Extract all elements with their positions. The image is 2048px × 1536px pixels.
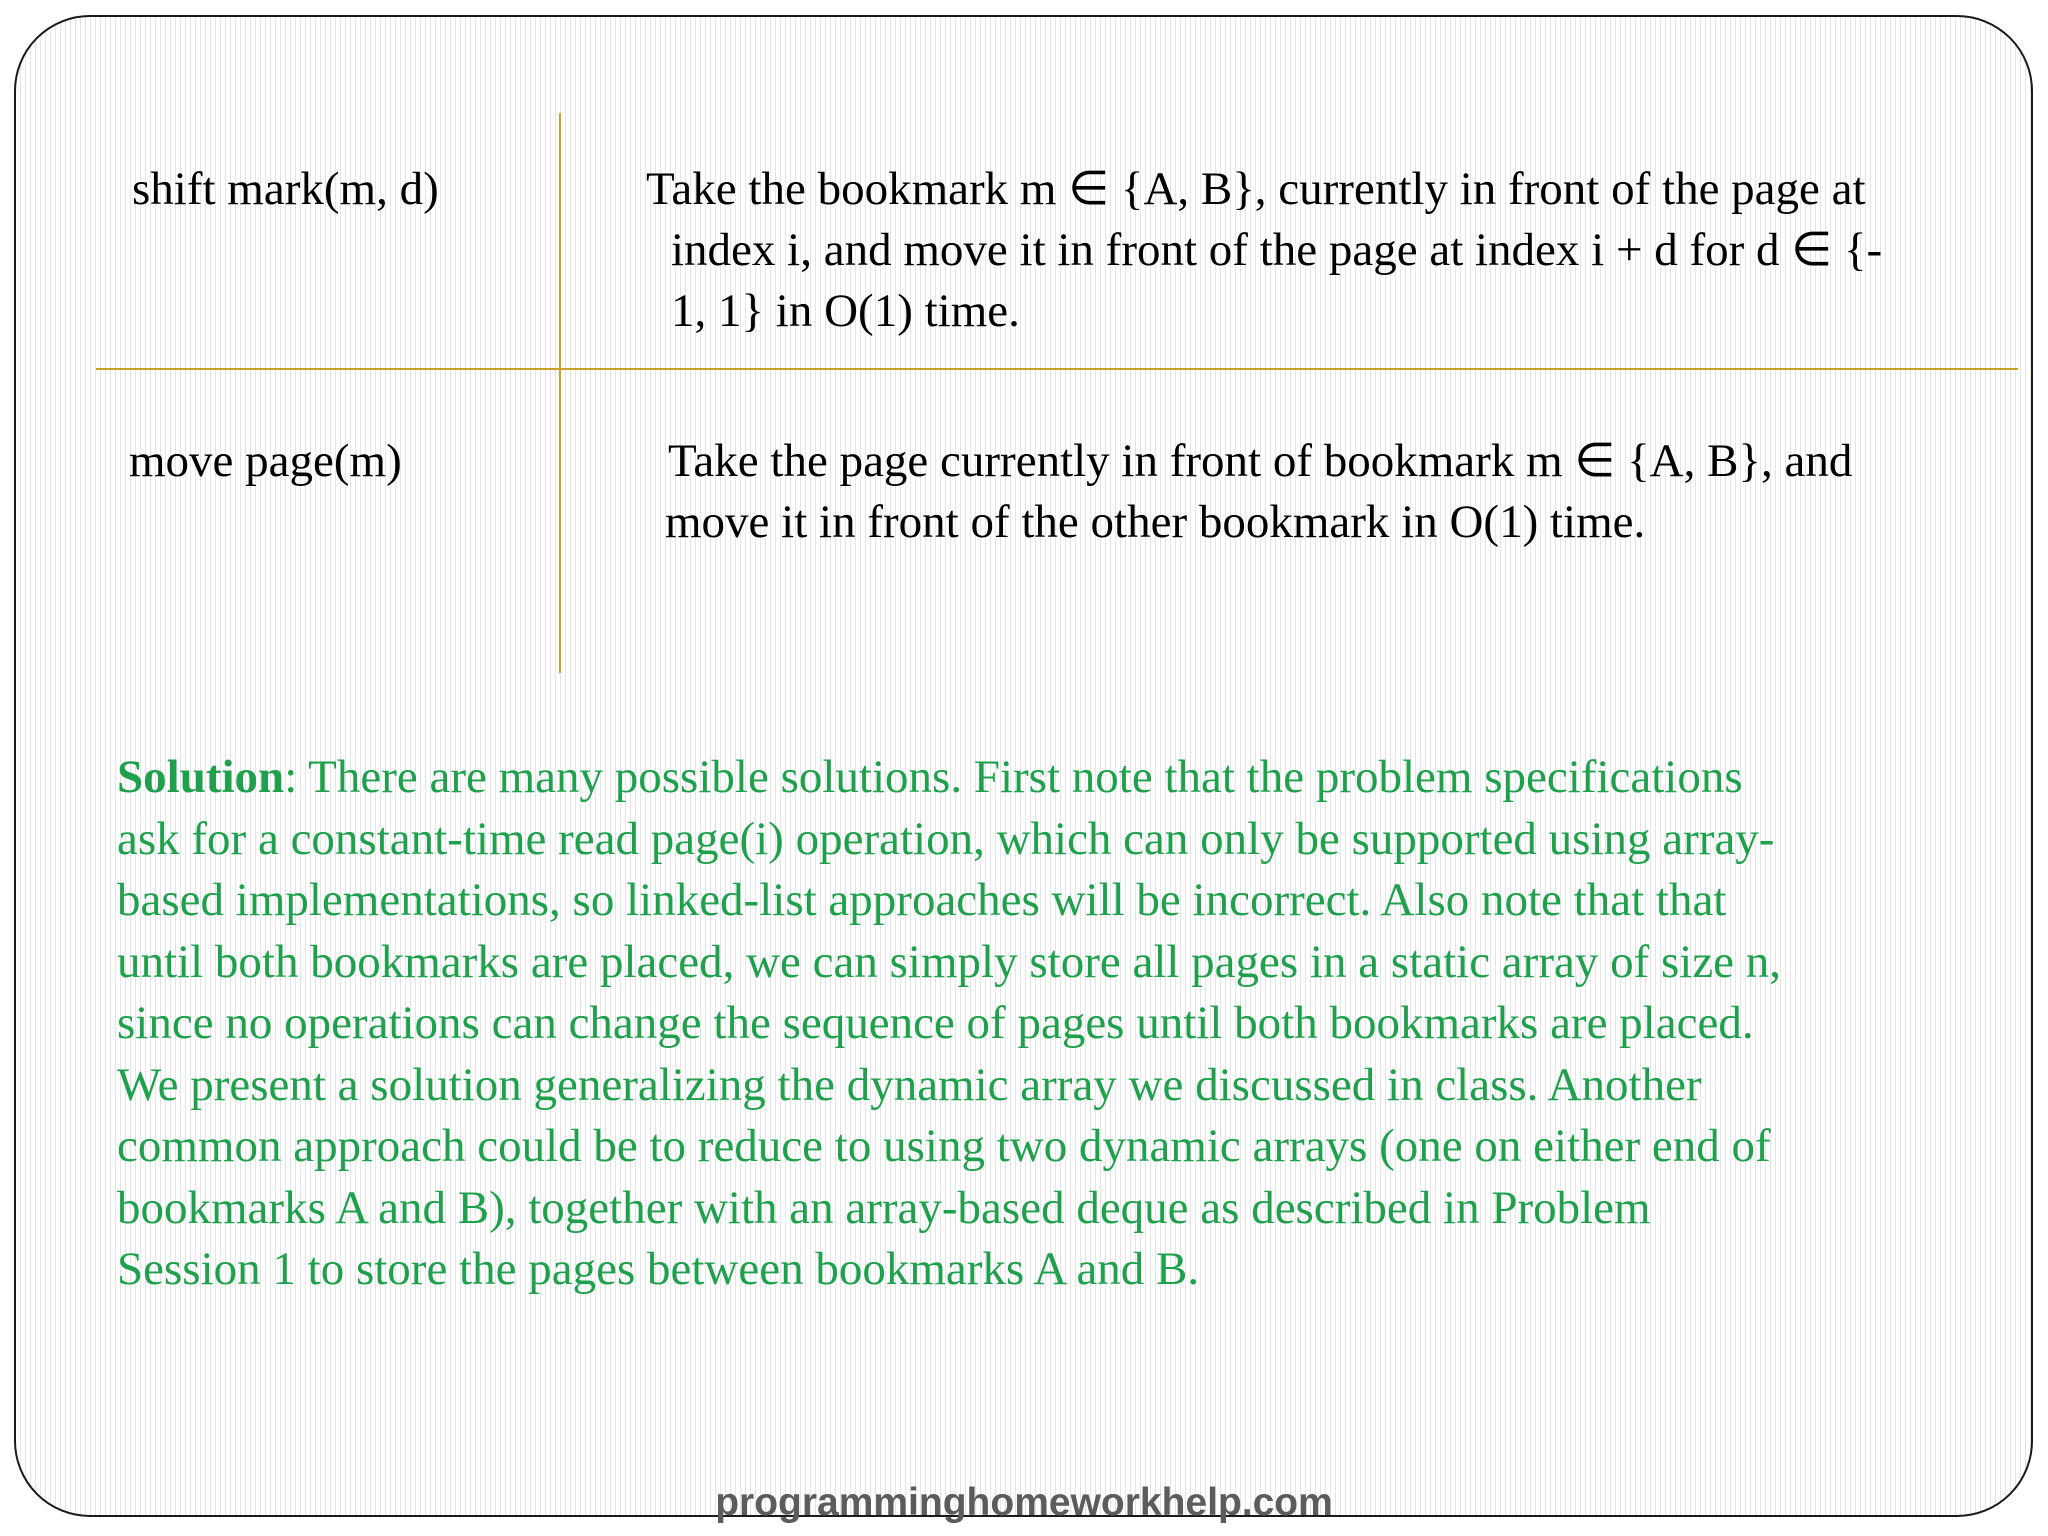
slide <box>14 15 2033 1517</box>
solution-line: since no operations can change the sequence of pages until both bookmarks are placed. <box>117 997 1754 1049</box>
solution-text: : There are many possible solutions. First note that the problem specifications <box>284 751 1743 803</box>
description-line: Take the bookmark m ∈ {A, B}, currently in front of the page at <box>646 163 1866 215</box>
description-line: index i, and move it in front of the page at index i + d for d ∈ {- <box>671 224 1883 276</box>
table-vertical-rule <box>559 113 561 673</box>
solution-line: common approach could be to reduce to using two dynamic arrays (one on either end of <box>117 1120 1771 1172</box>
solution-line: ask for a constant-time read page(i) operation, which can only be supported using array- <box>117 812 1775 865</box>
solution-line: We present a solution generalizing the dynamic array we discussed in class. Another <box>117 1058 1702 1111</box>
solution-line: until both bookmarks are placed, we can simply store all pages in a static array of size n, <box>117 935 1782 988</box>
solution-line <box>117 747 1997 809</box>
table-cell-operation: move page(m) <box>129 435 402 487</box>
table-cell-description <box>665 431 1853 553</box>
watermark-footer: programminghomeworkhelp.com <box>715 1481 1333 1524</box>
solution-line: based implementations, so linked-list approaches will be incorrect. Also note that that <box>117 874 1727 926</box>
solution-line: bookmarks A and B), together with an array-based deque as described in Problem <box>117 1181 1651 1234</box>
description-line: Take the page currently in front of bookmark m ∈ {A, B}, and <box>668 435 1853 487</box>
solution-line: Session 1 to store the pages between bookmarks A and B. <box>117 1243 1200 1295</box>
table-cell-operation: shift mark(m, d) <box>132 163 439 215</box>
table-cell-description <box>646 159 1882 342</box>
solution-label: Solution <box>117 751 285 803</box>
solution-paragraph <box>117 747 1997 1301</box>
description-line: 1, 1} in O(1) time. <box>671 285 1020 337</box>
table-horizontal-rule <box>96 368 2018 370</box>
description-line: move it in front of the other bookmark in O(1) time. <box>665 496 1646 548</box>
